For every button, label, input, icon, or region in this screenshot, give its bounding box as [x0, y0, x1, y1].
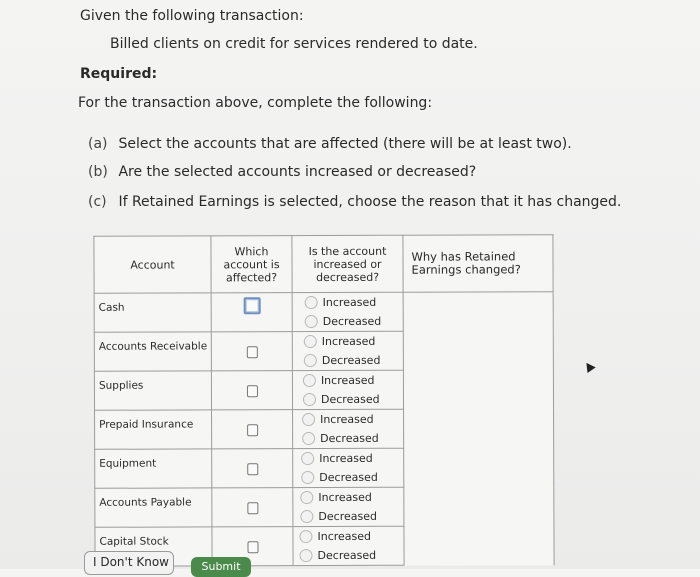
item-label: (c)	[88, 194, 107, 210]
affected-cell	[212, 488, 293, 527]
change-cell	[293, 526, 404, 565]
account-name: Supplies	[94, 371, 211, 410]
account-name: Equipment	[95, 449, 212, 488]
radio-option-increased[interactable]	[293, 332, 403, 351]
affected-cell	[212, 449, 293, 488]
radio-button[interactable]	[305, 296, 318, 309]
radio-option-increased[interactable]	[293, 371, 403, 390]
account-name: Accounts Payable	[95, 488, 212, 527]
dont-know-button[interactable]: I Don't Know	[84, 551, 174, 575]
item-text: Select the accounts that are affected (there will be at least two).	[118, 136, 572, 152]
change-cell	[292, 370, 403, 409]
radio-button[interactable]	[300, 549, 313, 562]
affected-cell	[211, 332, 292, 371]
change-cell	[293, 448, 404, 487]
affected-cell	[211, 371, 292, 410]
affected-checkbox[interactable]	[243, 297, 260, 314]
radio-button[interactable]	[300, 491, 313, 504]
affected-cell	[211, 293, 292, 332]
instruction-item-c	[88, 194, 621, 210]
table-header-row	[94, 235, 553, 294]
radio-label: Increased	[317, 529, 372, 544]
radio-label: Decreased	[318, 509, 377, 524]
radio-label: Increased	[321, 334, 376, 349]
radio-button[interactable]	[305, 315, 318, 328]
radio-option-decreased[interactable]	[293, 429, 403, 448]
table-row	[94, 292, 553, 333]
radio-label: Decreased	[321, 353, 381, 368]
affected-checkbox[interactable]	[247, 541, 258, 553]
change-cell	[292, 331, 403, 370]
radio-button[interactable]	[300, 510, 313, 523]
radio-option-decreased[interactable]	[293, 351, 403, 370]
radio-button[interactable]	[303, 374, 316, 387]
radio-option-decreased[interactable]	[293, 468, 403, 487]
radio-button[interactable]	[302, 432, 315, 445]
item-label: (a)	[88, 136, 108, 152]
radio-option-increased[interactable]	[293, 527, 403, 546]
header-account: Account	[94, 236, 211, 293]
transaction-text: Billed clients on credit for services rendered to date.	[110, 36, 478, 52]
instruction-item-b	[88, 164, 476, 180]
change-cell	[292, 292, 403, 331]
header-affected: Which account is affected?	[211, 236, 292, 293]
intro-text: Given the following transaction:	[80, 8, 304, 24]
account-name: Prepaid Insurance	[95, 410, 212, 449]
radio-option-increased[interactable]	[293, 488, 403, 507]
radio-label: Decreased	[319, 470, 378, 485]
radio-label: Increased	[320, 373, 375, 388]
radio-label: Decreased	[317, 548, 377, 563]
radio-button[interactable]	[303, 393, 316, 406]
affected-checkbox[interactable]	[247, 463, 258, 475]
radio-option-decreased[interactable]	[294, 546, 404, 565]
item-label: (b)	[88, 164, 108, 180]
radio-label: Decreased	[322, 314, 382, 329]
header-change: Is the account increased or decreased?	[292, 235, 403, 292]
item-text: Are the selected accounts increased or decreased?	[118, 164, 477, 180]
radio-option-decreased[interactable]	[293, 390, 403, 409]
reason-cell	[403, 292, 554, 566]
item-text: If Retained Earnings is selected, choose the reason that it has changed.	[118, 194, 622, 210]
radio-button[interactable]	[301, 471, 314, 484]
account-name: Accounts Receivable	[94, 332, 211, 371]
radio-label: Increased	[318, 490, 372, 505]
radio-option-increased[interactable]	[293, 449, 403, 468]
accounts-table	[93, 234, 554, 567]
instruction-text: For the transaction above, complete the following:	[78, 95, 433, 111]
radio-button[interactable]	[299, 530, 312, 543]
change-cell	[293, 409, 404, 448]
affected-checkbox[interactable]	[247, 424, 258, 436]
radio-option-decreased[interactable]	[293, 312, 403, 331]
affected-checkbox[interactable]	[247, 502, 258, 514]
radio-button[interactable]	[304, 335, 317, 348]
submit-button[interactable]: Submit	[191, 557, 251, 577]
affected-checkbox[interactable]	[246, 346, 257, 358]
mouse-cursor-icon	[582, 360, 595, 373]
radio-button[interactable]	[301, 452, 314, 465]
account-name: Capital Stock	[95, 527, 212, 566]
radio-option-increased[interactable]	[293, 293, 403, 312]
header-reason: Why has Retained Earnings changed?	[403, 235, 553, 293]
radio-label: Decreased	[320, 431, 379, 446]
radio-button[interactable]	[302, 413, 315, 426]
instruction-item-a	[88, 136, 572, 152]
radio-option-decreased[interactable]	[293, 507, 403, 526]
required-label: Required:	[80, 66, 158, 82]
change-cell	[293, 487, 404, 526]
radio-label: Increased	[322, 295, 377, 310]
radio-label: Increased	[320, 412, 374, 427]
account-name: Cash	[94, 293, 211, 332]
radio-option-increased[interactable]	[293, 410, 403, 429]
radio-label: Decreased	[320, 392, 380, 407]
radio-button[interactable]	[304, 354, 317, 367]
affected-cell	[212, 410, 293, 449]
radio-label: Increased	[319, 451, 373, 466]
affected-checkbox[interactable]	[246, 385, 257, 397]
